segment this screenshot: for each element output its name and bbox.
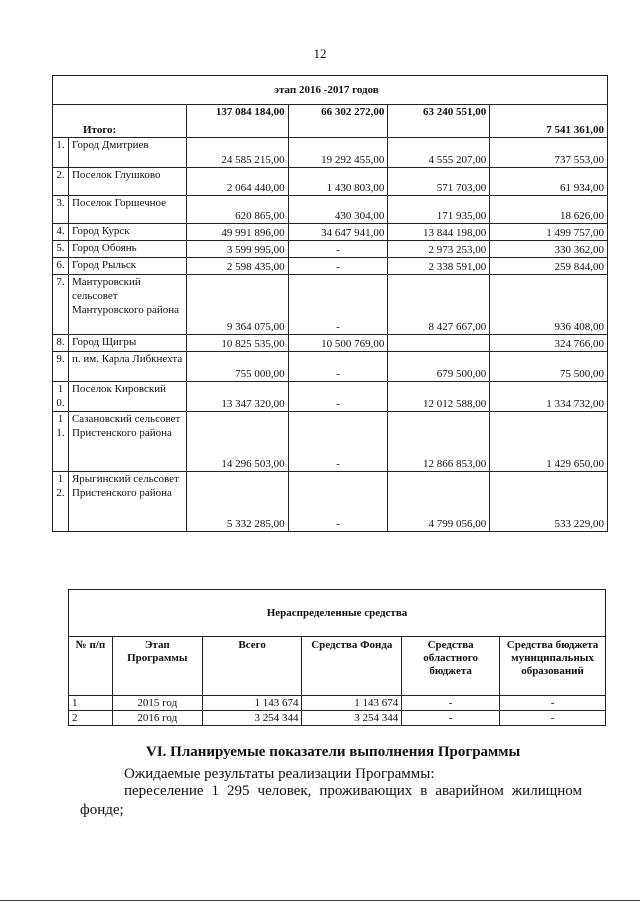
unallocated-title: Нераспределенные средства <box>69 590 606 637</box>
row-regional: - <box>402 696 500 711</box>
total-col-c: 63 240 551,00 <box>388 105 490 138</box>
row-regional: - <box>402 711 500 726</box>
row-name: Город Обоянь <box>68 241 186 258</box>
row-col-b: - <box>288 412 388 472</box>
table-row <box>53 275 608 335</box>
paragraph-line-1: Ожидаемые результаты реализации Программы: <box>124 766 435 782</box>
row-stage: 2015 год <box>112 696 202 711</box>
row-col-c: 12 012 588,00 <box>388 382 490 412</box>
row-name: Поселок Кировский <box>68 382 186 412</box>
row-col-a: 9 364 075,00 <box>186 275 288 335</box>
row-col-b: - <box>288 275 388 335</box>
row-col-d: 259 844,00 <box>490 258 608 275</box>
row-col-b: - <box>288 258 388 275</box>
row-col-d: 1 334 732,00 <box>490 382 608 412</box>
row-col-a: 2 064 440,00 <box>186 168 288 196</box>
row-col-c: 679 500,00 <box>388 352 490 382</box>
page-number: 12 <box>313 46 327 61</box>
total-col-a: 137 084 184,00 <box>186 105 288 138</box>
table-row <box>53 412 608 472</box>
row-col-b: - <box>288 352 388 382</box>
stage-rows <box>53 138 608 532</box>
row-total: 1 143 674 <box>202 696 302 711</box>
row-col-d: 936 408,00 <box>490 275 608 335</box>
stage-table <box>52 75 608 532</box>
unallocated-table <box>68 589 606 726</box>
row-col-a: 620 865,00 <box>186 196 288 224</box>
row-col-c: 171 935,00 <box>388 196 490 224</box>
row-col-a: 13 347 320,00 <box>186 382 288 412</box>
row-number: 3. <box>53 196 69 224</box>
row-col-a: 5 332 285,00 <box>186 472 288 532</box>
table-row <box>53 196 608 224</box>
stage-title: этап 2016 -2017 годов <box>53 76 608 105</box>
row-col-d: 75 500,00 <box>490 352 608 382</box>
row-name: Город Щигры <box>68 335 186 352</box>
row-name: Город Курск <box>68 224 186 241</box>
row-col-a: 10 825 535,00 <box>186 335 288 352</box>
row-name: п. им. Карла Либкнехта <box>68 352 186 382</box>
row-name: Город Рыльск <box>68 258 186 275</box>
row-number: 5. <box>53 241 69 258</box>
row-col-d: 1 499 757,00 <box>490 224 608 241</box>
row-number: 7. <box>53 275 69 335</box>
row-col-d: 1 429 650,00 <box>490 412 608 472</box>
total-row <box>53 105 608 138</box>
row-col-b: - <box>288 382 388 412</box>
table-row <box>53 224 608 241</box>
row-col-a: 24 585 215,00 <box>186 138 288 168</box>
row-col-c: 2 338 591,00 <box>388 258 490 275</box>
table-row <box>53 168 608 196</box>
row-stage: 2016 год <box>112 711 202 726</box>
row-col-c: 571 703,00 <box>388 168 490 196</box>
row-no: 1 <box>69 696 113 711</box>
row-number: 6. <box>53 258 69 275</box>
row-fund: 3 254 344 <box>302 711 402 726</box>
table-row <box>69 696 606 711</box>
table-row <box>53 258 608 275</box>
section-heading: VI. Планируемые показатели выполнения Программы <box>146 744 521 760</box>
row-col-b: 430 304,00 <box>288 196 388 224</box>
header-total: Всего <box>202 637 302 696</box>
row-col-c: 4 799 056,00 <box>388 472 490 532</box>
row-col-a: 14 296 503,00 <box>186 412 288 472</box>
row-col-b: 19 292 455,00 <box>288 138 388 168</box>
row-col-c <box>388 335 490 352</box>
row-col-a: 2 598 435,00 <box>186 258 288 275</box>
row-number: 1 1. <box>53 412 69 472</box>
table-row <box>53 138 608 168</box>
row-col-b: 34 647 941,00 <box>288 224 388 241</box>
row-number: 9. <box>53 352 69 382</box>
row-col-c: 8 427 667,00 <box>388 275 490 335</box>
row-municipal: - <box>500 696 606 711</box>
row-col-d: 533 229,00 <box>490 472 608 532</box>
row-col-b: 10 500 769,00 <box>288 335 388 352</box>
header-regional: Средства областного бюджета <box>402 637 500 696</box>
table-row <box>53 352 608 382</box>
row-col-c: 2 973 253,00 <box>388 241 490 258</box>
row-col-a: 3 599 995,00 <box>186 241 288 258</box>
header-no: № п/п <box>69 637 113 696</box>
row-col-c: 4 555 207,00 <box>388 138 490 168</box>
header-stage: Этап Программы <box>112 637 202 696</box>
table-row <box>53 472 608 532</box>
row-name: Сазановский сельсовет Пристенского района <box>68 412 186 472</box>
row-col-d: 18 626,00 <box>490 196 608 224</box>
row-total: 3 254 344 <box>202 711 302 726</box>
row-col-b: 1 430 803,00 <box>288 168 388 196</box>
row-col-a: 755 000,00 <box>186 352 288 382</box>
row-name: Ярыгинский сельсовет Пристенского района <box>68 472 186 532</box>
row-number: 2. <box>53 168 69 196</box>
row-col-b: - <box>288 472 388 532</box>
table-row <box>53 335 608 352</box>
row-number: 1 0. <box>53 382 69 412</box>
row-col-d: 330 362,00 <box>490 241 608 258</box>
row-name: Город Дмитриев <box>68 138 186 168</box>
table-row <box>69 711 606 726</box>
row-number: 8. <box>53 335 69 352</box>
row-number: 4. <box>53 224 69 241</box>
total-label: Итого: <box>53 105 187 138</box>
header-fund: Средства Фонда <box>302 637 402 696</box>
row-fund: 1 143 674 <box>302 696 402 711</box>
table-row <box>53 241 608 258</box>
row-col-a: 49 991 896,00 <box>186 224 288 241</box>
paragraph-line-3: фонде; <box>80 802 124 818</box>
row-number: 1 2. <box>53 472 69 532</box>
total-col-d: 7 541 361,00 <box>490 105 608 138</box>
row-col-c: 12 866 853,00 <box>388 412 490 472</box>
row-col-d: 324 766,00 <box>490 335 608 352</box>
row-col-d: 61 934,00 <box>490 168 608 196</box>
row-name: Поселок Горшечное <box>68 196 186 224</box>
row-no: 2 <box>69 711 113 726</box>
paragraph-line-2: переселение 1 295 человек, проживающих в аварийном жилищном <box>124 783 582 799</box>
row-municipal: - <box>500 711 606 726</box>
row-name: Поселок Глушково <box>68 168 186 196</box>
row-number: 1. <box>53 138 69 168</box>
total-col-b: 66 302 272,00 <box>288 105 388 138</box>
row-col-b: - <box>288 241 388 258</box>
unallocated-header-row <box>69 637 606 696</box>
table-row <box>53 382 608 412</box>
header-municipal: Средства бюджета муниципальных образований <box>500 637 606 696</box>
row-col-d: 737 553,00 <box>490 138 608 168</box>
row-col-c: 13 844 198,00 <box>388 224 490 241</box>
footer-rule <box>0 900 640 901</box>
row-name: Мантуровский сельсовет Мантуровского района <box>68 275 186 335</box>
